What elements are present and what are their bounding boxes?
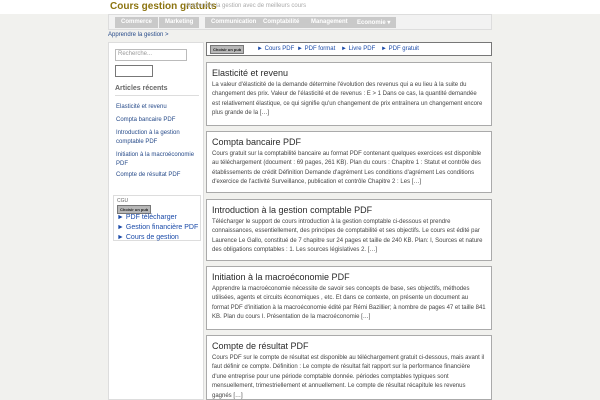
ad-link-pdf-gratuit[interactable]: ► PDF gratuit <box>381 46 419 52</box>
post-excerpt: Cours gratuit sur la comptabilité bancaire au format PDF contenant quelques exercices est disponible au téléchargement (document : 69 pages, 261 KB). Plan du cours : Chapitre 1 : Statut et contrôle des établissements de crédit Définition Demande d'agrément Les conditions d'agrément Les conditions d'exercice de l'activité Surveillance, publication et contrôle Chapitre 2 : Les […] <box>212 151 482 186</box>
nav-item-economie[interactable] <box>351 17 396 28</box>
recent-article-link[interactable]: Introduction à la gestion comptable PDF <box>116 130 180 145</box>
post-excerpt: La valeur d'élasticité de la demande détermine l'évolution des revenus qui a eu lieu à la suite du changement des prix. Valeur de l'élasticité et de revenus : E > 1 Dans ce cas, la quantité demandée est relativement élastique, ce qui signifie qu'un changement de prix entraînera un changement encore plus grande de la […] <box>212 82 483 117</box>
search-button[interactable] <box>115 65 153 77</box>
nav-item-management[interactable]: Management <box>305 17 354 28</box>
cgu-link-pdf-telecharger[interactable]: ► PDF télécharger <box>117 214 177 221</box>
cgu-link-gestion-financiere[interactable]: ► Gestion financière PDF <box>117 224 199 231</box>
cgu-link-cours-gestion[interactable]: ► Cours de gestion <box>117 234 179 241</box>
cgu-title: CGU <box>117 198 129 204</box>
post-card <box>206 131 492 193</box>
post-title[interactable]: Compte de résultat PDF <box>212 341 309 351</box>
recent-article-link[interactable]: Initiation à la macroéconomie PDF <box>116 152 195 167</box>
nav-item-commerce[interactable]: Commerce <box>115 17 158 28</box>
site-title[interactable]: Cours gestion gratuits <box>110 1 217 12</box>
post-card <box>206 62 492 126</box>
post-title[interactable]: Introduction à la gestion comptable PDF <box>212 205 373 215</box>
post-title[interactable]: Elasticité et revenu <box>212 68 289 78</box>
post-card <box>206 335 492 400</box>
ad-link-livre-pdf[interactable]: ► Livre PDF <box>341 46 376 52</box>
recent-article-link[interactable]: Compte de résultat PDF <box>116 172 181 178</box>
post-excerpt: Apprendre la macroéconomie nécessite de savoir ses concepts de base, ses objectifs, méthodes utilisées, agents et circuits économiques , etc. Et dans ce contexte, on présente un document au format PDF d'initiation à la macroéconomie édité par Rémi Bazillier; à nombre de pages 47 et taille 841 KB. Plan du cours I. Présentation de la macroéconomie […] <box>212 286 486 321</box>
ad-chooser-button[interactable]: Choisir un pub <box>117 205 151 214</box>
breadcrumb[interactable]: Apprendre la gestion > <box>108 32 169 38</box>
recent-article-link[interactable]: Elasticité et revenu <box>116 104 167 110</box>
post-title[interactable]: Compta bancaire PDF <box>212 137 302 147</box>
recent-articles-title: Articles récents <box>115 85 199 96</box>
nav-item-economie-label: Economie <box>357 20 386 26</box>
ad-chooser-button[interactable]: Choisir un pub <box>210 45 244 54</box>
nav-item-comptabilite[interactable]: Comptabilité <box>257 17 305 28</box>
post-card <box>206 199 492 261</box>
post-card <box>206 266 492 330</box>
main-nav <box>108 14 492 30</box>
nav-item-communication[interactable]: Communication <box>205 17 262 28</box>
recent-article-link[interactable]: Compta bancaire PDF <box>116 117 176 123</box>
ad-link-pdf-format[interactable]: ► PDF format <box>297 46 336 52</box>
nav-item-marketing[interactable]: Marketing <box>159 17 199 28</box>
post-excerpt: Cours PDF sur le compte de résultat est disponible au téléchargement gratuit ci-dessous, mais avant il faut définir ce compte. Définition : Le compte de résultat fait rapport sur la performance financière d'une entreprise pour une période comptable donnée. périodes comptables typiques sont mensuellement, trimestriellement et annuellement. Le compte de résultat récapitule les revenus gagnés […] <box>212 355 485 399</box>
search-input[interactable]: Recherche... <box>115 49 187 61</box>
post-excerpt: Télécharger le support de cours introduction à la gestion comptable ci-dessous et prendre connaissances, essentiellement, des principes de comptabilité et ses objectifs. Le cours est édité par Laurence Le Gallo, constitué de 7 chapitre sur 24 pages et taille de 240 KB. Plan: I, Sources et nature des obligations comptables : 1. Les sources législatives 2. […] <box>212 219 483 254</box>
site-tagline: Apprendre la gestion avec de meilleurs cours <box>186 3 307 9</box>
sidebar <box>108 42 204 400</box>
site-header <box>0 0 600 14</box>
ad-link-bar <box>206 42 492 56</box>
ad-link-cours-pdf[interactable]: ► Cours PDF <box>257 46 295 52</box>
cgu-widget <box>113 195 201 241</box>
post-title[interactable]: Initiation à la macroéconomie PDF <box>212 272 350 282</box>
chevron-down-icon: ▾ <box>387 20 391 26</box>
